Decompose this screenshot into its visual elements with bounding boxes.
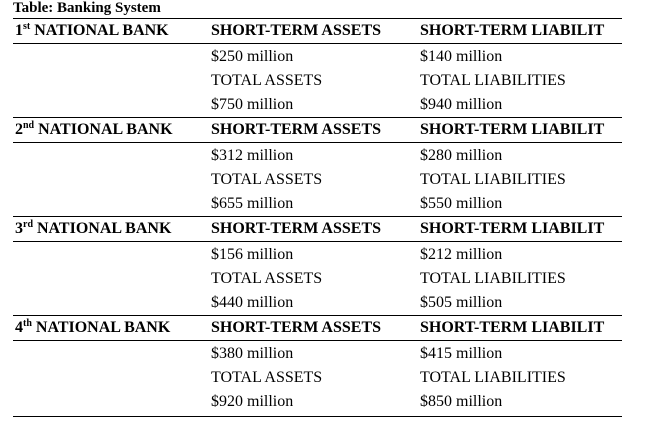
table-row <box>13 291 622 315</box>
bank-name: 2nd NATIONAL BANK <box>15 120 173 138</box>
bank-name: 4th NATIONAL BANK <box>15 318 171 336</box>
short-term-assets-header: SHORT-TERM ASSETS <box>211 319 382 336</box>
total-assets-label: TOTAL ASSETS <box>211 369 323 386</box>
short-term-liabilities-header: SHORT-TERM LIABILIT <box>420 121 605 138</box>
total-liabilities-value: $940 million <box>420 96 503 113</box>
short-term-liabilities-header: SHORT-TERM LIABILIT <box>420 220 605 237</box>
short-term-assets-header: SHORT-TERM ASSETS <box>211 121 382 138</box>
bank-header-row <box>13 19 622 44</box>
table-row <box>13 342 622 366</box>
banking-table <box>13 18 622 417</box>
total-assets-value: $750 million <box>211 96 294 113</box>
table-row <box>13 243 622 267</box>
total-assets-label: TOTAL ASSETS <box>211 171 323 188</box>
bank-section-3 <box>13 217 622 316</box>
bank-name: 1st NATIONAL BANK <box>15 21 169 39</box>
bank-header-row <box>13 118 622 143</box>
total-liabilities-label: TOTAL LIABILITIES <box>420 369 566 386</box>
table-title: Table: Banking System <box>13 0 161 16</box>
total-assets-value: $920 million <box>211 393 294 410</box>
bank-header-row <box>13 217 622 242</box>
short-term-liabilities-value: $280 million <box>420 147 503 164</box>
table-row <box>13 144 622 168</box>
short-term-liabilities-value: $140 million <box>420 48 503 65</box>
short-term-assets-value: $156 million <box>211 246 294 263</box>
total-assets-value: $655 million <box>211 195 294 212</box>
total-liabilities-value: $550 million <box>420 195 503 212</box>
short-term-assets-value: $380 million <box>211 345 294 362</box>
total-liabilities-label: TOTAL LIABILITIES <box>420 270 566 287</box>
bank-section-2 <box>13 118 622 217</box>
table-row <box>13 168 622 192</box>
total-liabilities-value: $850 million <box>420 393 503 410</box>
total-assets-value: $440 million <box>211 294 294 311</box>
short-term-liabilities-header: SHORT-TERM LIABILIT <box>420 22 605 39</box>
short-term-assets-value: $312 million <box>211 147 294 164</box>
bank-header-row <box>13 316 622 341</box>
bank-section-4 <box>13 316 622 417</box>
bank-section-1 <box>13 19 622 118</box>
table-row <box>13 366 622 390</box>
table-row <box>13 93 622 117</box>
table-row <box>13 192 622 216</box>
total-assets-label: TOTAL ASSETS <box>211 270 323 287</box>
short-term-assets-header: SHORT-TERM ASSETS <box>211 22 382 39</box>
total-liabilities-label: TOTAL LIABILITIES <box>420 72 566 89</box>
bank-name: 3rd NATIONAL BANK <box>15 219 172 237</box>
total-assets-label: TOTAL ASSETS <box>211 72 323 89</box>
table-row <box>13 390 622 414</box>
short-term-liabilities-value: $212 million <box>420 246 503 263</box>
table-row <box>13 267 622 291</box>
table-row <box>13 45 622 69</box>
total-liabilities-value: $505 million <box>420 294 503 311</box>
total-liabilities-label: TOTAL LIABILITIES <box>420 171 566 188</box>
short-term-assets-value: $250 million <box>211 48 294 65</box>
short-term-liabilities-value: $415 million <box>420 345 503 362</box>
short-term-liabilities-header: SHORT-TERM LIABILIT <box>420 319 605 336</box>
table-row <box>13 69 622 93</box>
short-term-assets-header: SHORT-TERM ASSETS <box>211 220 382 237</box>
